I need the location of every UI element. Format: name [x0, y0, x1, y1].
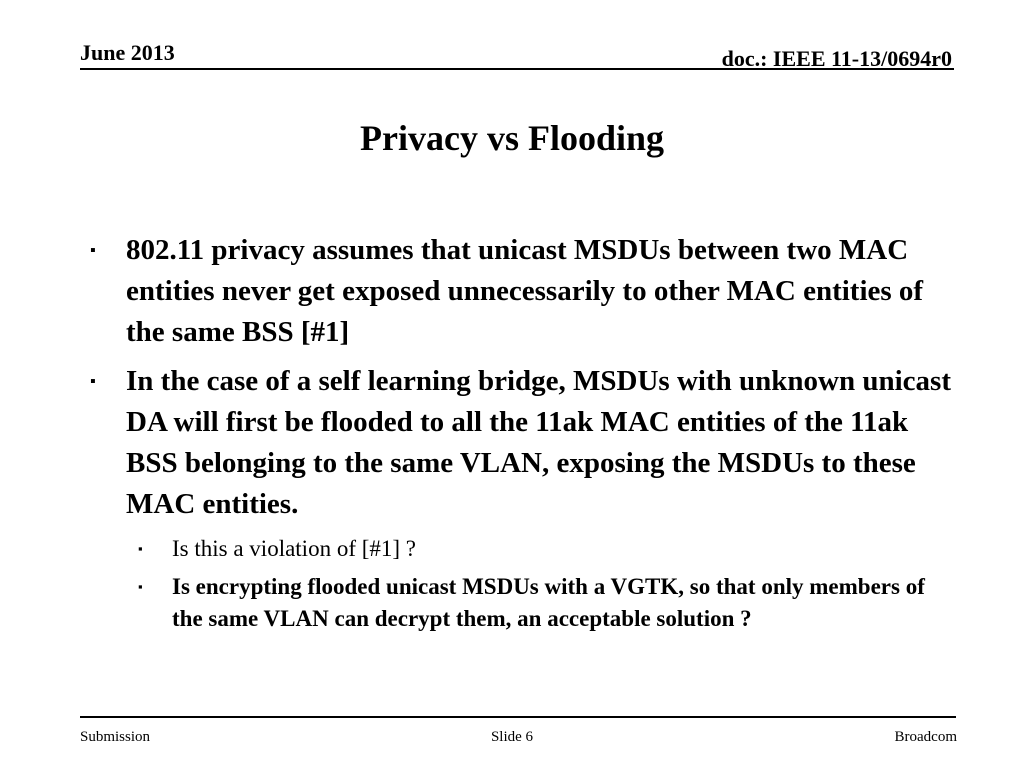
square-bullet-icon: ▪ [90, 373, 96, 390]
square-bullet-icon: ▪ [138, 579, 143, 594]
header-divider [80, 68, 954, 70]
sub-bullet-text: Is encrypting flooded unicast MSDUs with a VGTK, so that only members of the same VLAN can decrypt them, an acceptable solution ? [172, 574, 925, 631]
square-bullet-icon: ▪ [138, 541, 143, 556]
bullet-text: 802.11 privacy assumes that unicast MSDUs between two MAC entities never get exposed unnecessarily to other MAC entities of the same BSS [#1] [126, 234, 924, 348]
footer-submission: Submission [80, 729, 151, 745]
bullet-text: In the case of a self learning bridge, MSDUs with unknown unicast DA will first be flooded to all the 11ak MAC entities of the 11ak BSS belonging to the same VLAN, exposing the MSDUs to these MAC entities. [126, 365, 951, 520]
bullet-privacy-assumption [80, 230, 960, 353]
footer-slide-number: Slide 6 [490, 729, 534, 745]
sub-bullet-text: Is this a violation of [#1] ? [172, 536, 417, 561]
square-bullet-icon: ▪ [90, 242, 96, 259]
sub-bullet-vgtk-question [80, 571, 960, 635]
header-date: June 2013 [80, 40, 175, 65]
footer-divider [80, 716, 956, 718]
slide-content [80, 230, 960, 641]
footer-organization: Broadcom [894, 729, 957, 745]
sub-bullet-violation-question [80, 533, 960, 565]
slide-title: Privacy vs Flooding [360, 118, 664, 158]
header-document-id: doc.: IEEE 11-13/0694r0 [721, 46, 952, 71]
bullet-self-learning-bridge [80, 361, 960, 525]
